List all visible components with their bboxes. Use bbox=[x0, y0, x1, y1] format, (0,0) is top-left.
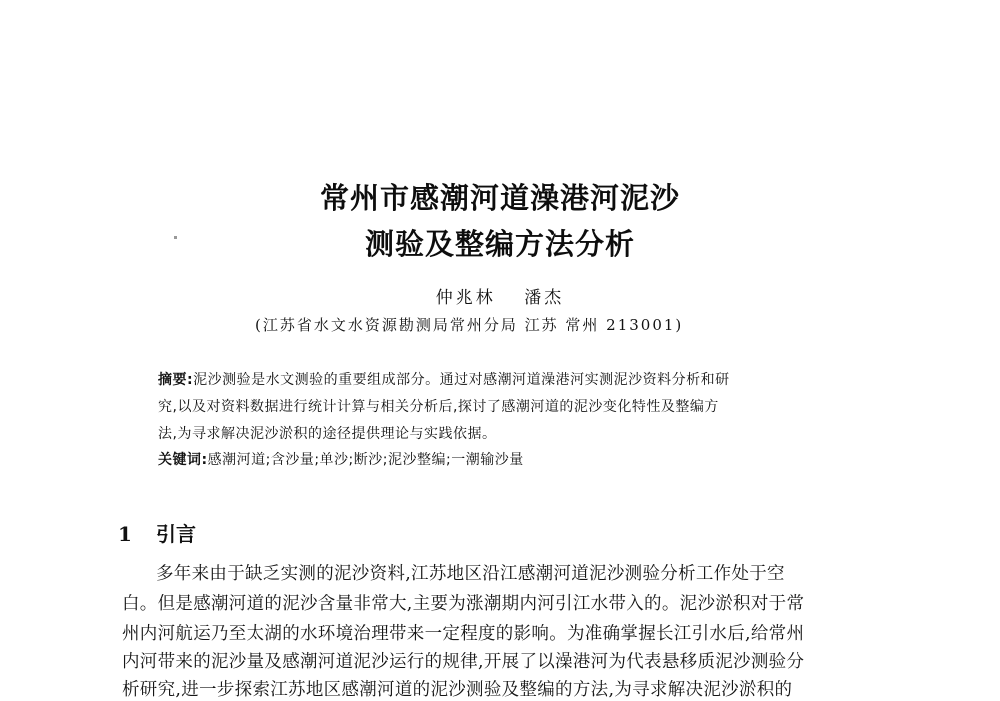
author-name: 仲兆林 bbox=[435, 288, 496, 308]
body-line: 多年来由于缺乏实测的泥沙资料,江苏地区沿江感潮河道泥沙测验分析工作处于空 bbox=[156, 564, 785, 584]
abstract-text: 泥沙测验是水文测验的重要组成部分。通过对感潮河道澡港河实测泥沙资料分析和研 bbox=[193, 372, 730, 388]
keywords-label: 关键词: bbox=[158, 452, 208, 468]
section-title: 引言 bbox=[156, 522, 196, 546]
keywords-line bbox=[158, 449, 878, 469]
body-line: 白。但是感潮河道的泥沙含量非常大,主要为涨潮期内河引江水带入的。泥沙淤积对于常 bbox=[122, 594, 805, 614]
author-name: 潘杰 bbox=[524, 288, 565, 308]
author-list bbox=[0, 283, 1000, 308]
abstract-line-3: 法,为寻求解决泥沙淤积的途径提供理论与实践依据。 bbox=[158, 426, 497, 442]
paper-title-line-2: 测验及整编方法分析 bbox=[364, 227, 635, 261]
paper-title-line-1: 常州市感潮河道澡港河泥沙 bbox=[319, 181, 680, 215]
affiliation: (江苏省水文水资源勘测局常州分局 江苏 常州 213001) bbox=[255, 316, 684, 334]
abstract-line-2: 究,以及对资料数据进行统计计算与相关分析后,探讨了感潮河道的泥沙变化特性及整编方 bbox=[158, 399, 719, 415]
body-line: 析研究,进一步探索江苏地区感潮河道的泥沙测验及整编的方法,为寻求解决泥沙淤积的 bbox=[122, 680, 793, 700]
abstract-label: 摘要: bbox=[158, 372, 194, 388]
abstract-line-1 bbox=[158, 369, 878, 389]
body-line: 州内河航运乃至太湖的水环境治理带来一定程度的影响。为准确掌握长江引水后,给常州 bbox=[122, 624, 805, 644]
keywords-text: 感潮河道;含沙量;单沙;断沙;泥沙整编;一潮输沙量 bbox=[207, 452, 524, 468]
section-heading bbox=[118, 518, 196, 547]
section-number: 1 bbox=[118, 522, 132, 546]
body-line: 内河带来的泥沙量及感潮河道泥沙运行的规律,开展了以澡港河为代表悬移质泥沙测验分 bbox=[122, 652, 805, 672]
